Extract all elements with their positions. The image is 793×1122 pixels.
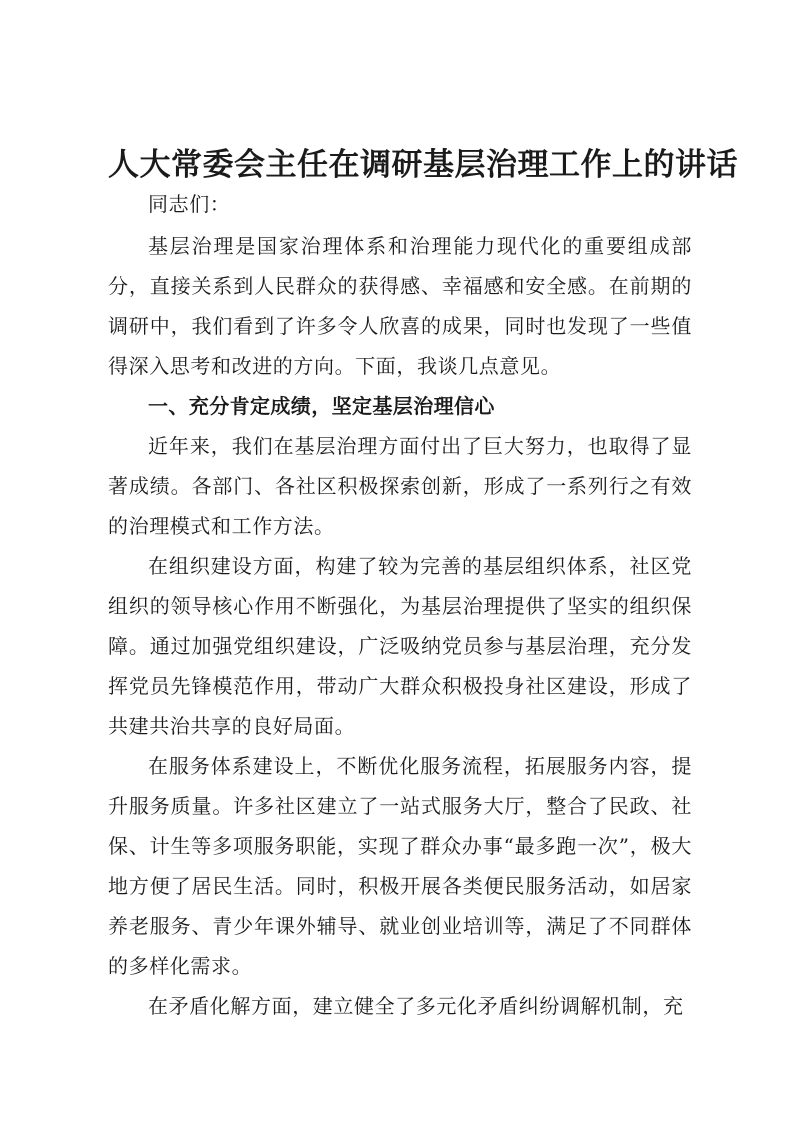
intro-paragraph: 基层治理是国家治理体系和治理能力现代化的重要组成部分，直接关系到人民群众的获得感、幸福感和安全感。在前期的调研中，我们看到了许多令人欣喜的成果，同时也发现了一些值得深入思考和改进的方向。下面，我谈几点意见。 xyxy=(108,234,692,378)
salutation: 同志们： xyxy=(148,192,231,216)
section1-paragraph-4: 在矛盾化解方面，建立健全了多元化矛盾纠纷调解机制，充 xyxy=(148,994,684,1018)
section1-paragraph-1: 近年来，我们在基层治理方面付出了巨大努力，也取得了显著成绩。各部门、各社区积极探索创新，形成了一系列行之有效的治理模式和工作方法。 xyxy=(108,434,692,538)
section1-paragraph-3: 在服务体系建设上，不断优化服务流程，拓展服务内容，提升服务质量。许多社区建立了一站式服务大厅，整合了民政、社保、计生等多项服务职能，实现了群众办事“最多跑一次”，极大地方便了居民生活。同时，积极开展各类便民服务活动，如居家养老服务、青少年课外辅导、就业创业培训等，满足了不同群体的多样化需求。 xyxy=(108,754,692,978)
section1-paragraph-2: 在组织建设方面，构建了较为完善的基层组织体系，社区党组织的领导核心作用不断强化，为基层治理提供了坚实的组织保障。通过加强党组织建设，广泛吸纳党员参与基层治理，充分发挥党员先锋模范作用，带动广大群众积极投身社区建设，形成了共建共治共享的良好局面。 xyxy=(108,554,692,738)
document-page xyxy=(108,140,738,1026)
document-title: 人大常委会主任在调研基层治理工作上的讲话 xyxy=(108,147,738,183)
section-heading-1: 一、充分肯定成绩，坚定基层治理信心 xyxy=(148,394,495,418)
